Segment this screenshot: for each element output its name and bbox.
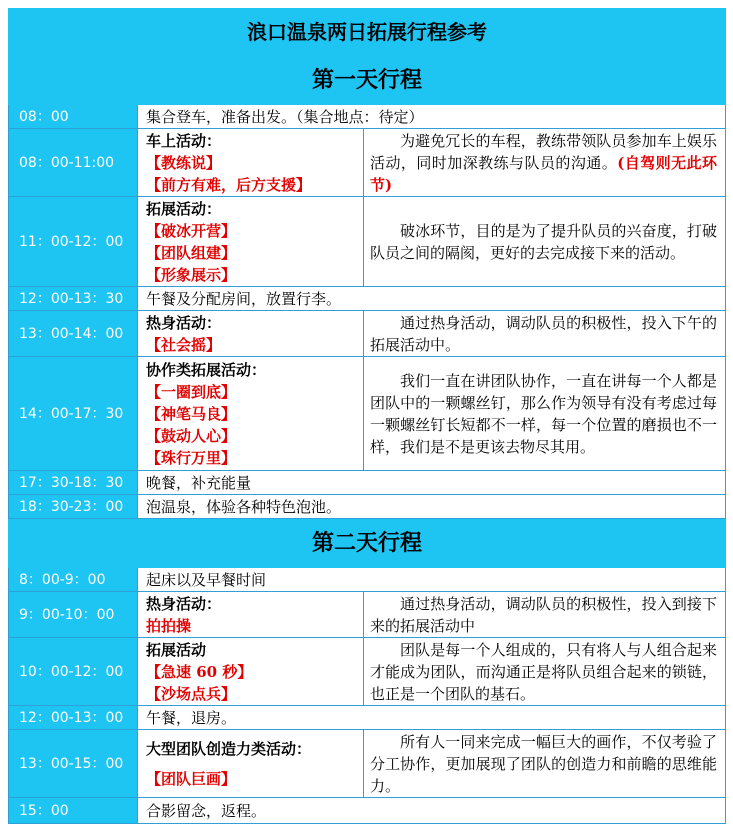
activity-item: 【神笔马良】 [146,404,237,423]
table-row [9,798,726,824]
table-row [9,311,726,357]
time-cell: 08：00-11:00 [9,129,138,197]
time-cell: 14：00-17：30 [9,357,138,471]
time-cell: 13：00-15：00 [9,730,138,798]
time-cell: 10：00-12：00 [9,638,138,706]
activity-item: 【珠行万里】 [146,448,237,467]
table-row [9,287,726,311]
description-cell: 所有人一同来完成一幅巨大的画作，不仅考验了分工协作，更加展现了团队的创造力和前瞻的思维能力。 [364,730,726,798]
day1-heading: 第一天行程 [9,56,726,105]
activity-cell [138,197,364,287]
activity-item: 拍拍操 [146,616,192,635]
table-row [9,706,726,730]
description-cell: 通过热身活动，调动队员的积极性，投入下午的拓展活动中。 [364,311,726,357]
activity-item: 【团队巨画】 [146,769,237,788]
day2-heading: 第二天行程 [9,519,726,568]
activity-text: 午餐，退房。 [138,706,726,730]
time-cell: 17：30-18：30 [9,471,138,495]
activity-item: 【鼓动人心】 [146,426,237,445]
time-cell: 08：00 [9,105,138,129]
activity-heading: 热身活动： [146,594,222,613]
table-row [9,357,726,471]
itinerary-sheet [8,8,725,824]
activity-heading: 协作类拓展活动： [146,360,267,379]
table-row [9,730,726,798]
activity-item: 【前方有难，后方支援】 [146,175,312,194]
description-note: (自驾则无此环节) [370,153,717,194]
activity-item: 【教练说】 [146,153,222,172]
description-cell: 团队是每一个人组成的，只有将人与人组合起来才能成为团队，而沟通正是将队员组合起来的锁链，也正是一个团队的基石。 [364,638,726,706]
activity-cell [138,311,364,357]
page-title: 浪口温泉两日拓展行程参考 [9,9,726,56]
activity-text: 合影留念，返程。 [138,798,726,824]
table-row [9,568,726,592]
activity-text: 集合登车，准备出发。（集合地点：待定） [138,105,726,129]
time-cell: 12：00-13：00 [9,706,138,730]
time-cell: 13：00-14：00 [9,311,138,357]
activity-heading: 大型团队创造力类活动： [146,739,312,758]
activity-heading: 拓展活动： [146,199,222,218]
table-row [9,129,726,197]
activity-item: 【社会摇】 [146,335,222,354]
time-cell: 18：30-23：00 [9,495,138,519]
activity-item: 【团队组建】 [146,243,237,262]
activity-cell [138,592,364,638]
time-cell: 9：00-10：00 [9,592,138,638]
table-row [9,471,726,495]
itinerary-table [8,8,726,824]
activity-text: 晚餐，补充能量 [138,471,726,495]
activity-text: 泡温泉，体验各种特色泡池。 [138,495,726,519]
activity-cell [138,357,364,471]
day2-heading-row [9,519,726,568]
activity-text: 起床以及早餐时间 [138,568,726,592]
activity-item: 【破冰开营】 [146,221,237,240]
time-cell: 11：00-12：00 [9,197,138,287]
day1-heading-row [9,56,726,105]
activity-cell [138,730,364,798]
description-cell: 通过热身活动，调动队员的积极性，投入到接下来的拓展活动中 [364,592,726,638]
time-cell: 15：00 [9,798,138,824]
activity-item: 【一圈到底】 [146,382,237,401]
time-cell: 12：00-13：30 [9,287,138,311]
activity-cell [138,129,364,197]
activity-heading: 车上活动： [146,131,222,150]
time-cell: 8：00-9：00 [9,568,138,592]
description-text: 为避免冗长的车程，教练带领队员参加车上娱乐活动，同时加深教练与队员的沟通。 [370,131,718,172]
activity-item: 【沙场点兵】 [146,684,237,703]
title-row [9,9,726,56]
activity-text: 午餐及分配房间，放置行李。 [138,287,726,311]
activity-heading: 拓展活动 [146,640,207,659]
activity-item: 【急速 60 秒】 [146,662,253,681]
activity-cell [138,638,364,706]
table-row [9,495,726,519]
activity-item: 【形象展示】 [146,265,237,284]
activity-heading: 热身活动： [146,313,222,332]
description-cell: 破冰环节，目的是为了提升队员的兴奋度，打破队员之间的隔阂，更好的去完成接下来的活动。 [364,197,726,287]
description-cell [364,129,726,197]
table-row [9,105,726,129]
description-cell: 我们一直在讲团队协作，一直在讲每一个人都是团队中的一颗螺丝钉，那么作为领导有没有考虑过每一颗螺丝钉长短都不一样，每一个位置的磨损也不一样，我们是不是更该去物尽其用。 [364,357,726,471]
table-row [9,638,726,706]
table-row [9,197,726,287]
table-row [9,592,726,638]
